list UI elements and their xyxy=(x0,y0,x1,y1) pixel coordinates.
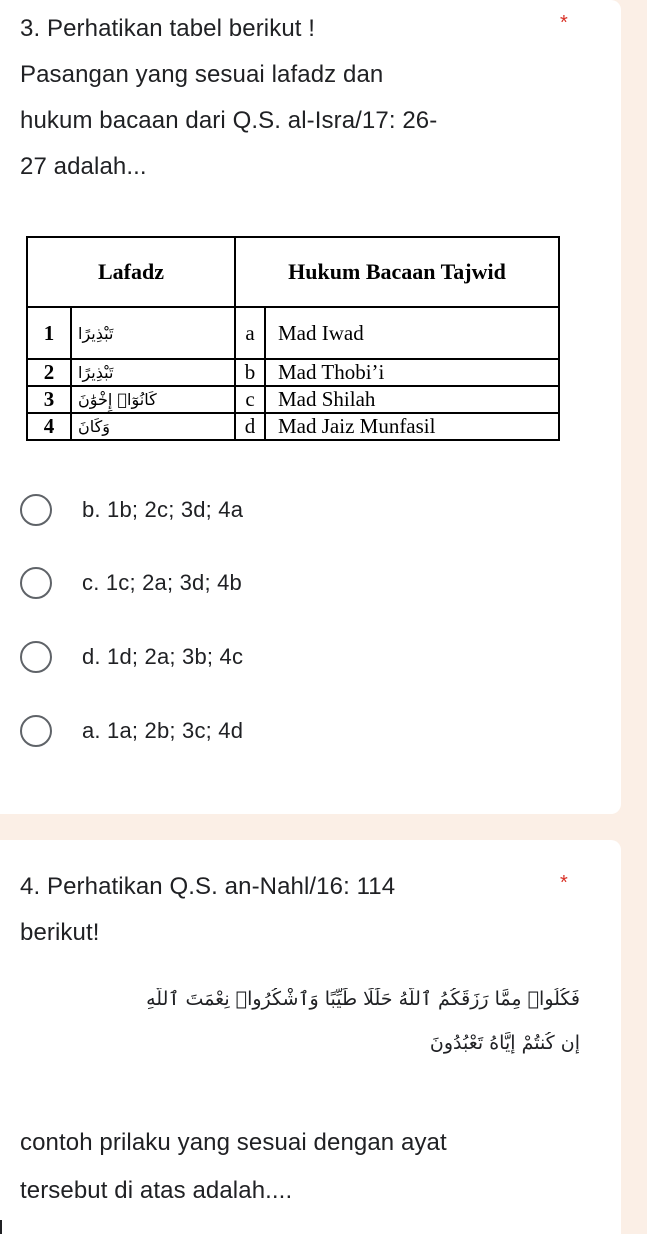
row-lafadz: كَانُوٓا۟ إِخْوَٰنَ xyxy=(71,386,235,413)
row-letter: b xyxy=(235,359,265,386)
row-letter: c xyxy=(235,386,265,413)
row-hukum: Mad Jaiz Munfasil xyxy=(265,413,559,440)
question-4-prompt-line-1: contoh prilaku yang sesuai dengan ayat xyxy=(20,1129,447,1156)
radio-button[interactable] xyxy=(20,641,52,673)
verse-arabic-line-2: إِن كُنتُمْ إِيَّاهُ تَعْبُدُونَ xyxy=(429,1032,580,1054)
required-asterisk: * xyxy=(560,872,568,894)
row-number: 4 xyxy=(27,413,71,440)
radio-button[interactable] xyxy=(20,567,52,599)
answer-option-b[interactable] xyxy=(20,490,243,530)
table-row xyxy=(27,307,559,359)
row-number: 1 xyxy=(27,307,71,359)
option-label: b. 1b; 2c; 3d; 4a xyxy=(82,497,244,522)
answer-option-a[interactable] xyxy=(20,711,243,751)
table-header-row xyxy=(27,237,559,307)
question-3-title-line-3: hukum bacaan dari Q.S. al-Isra/17: 26- xyxy=(20,107,438,134)
row-lafadz: تَبْذِيرًا xyxy=(71,307,235,359)
question-3-title-line-1: 3. Perhatikan tabel berikut ! xyxy=(20,15,316,42)
table-row xyxy=(27,359,559,386)
answer-option-d[interactable] xyxy=(20,637,243,677)
row-number: 3 xyxy=(27,386,71,413)
table-header-lafadz: Lafadz xyxy=(27,237,235,307)
question-4-title-line-2: berikut! xyxy=(20,919,100,946)
question-3-title-line-4: 27 adalah... xyxy=(20,153,147,180)
table-header-hukum: Hukum Bacaan Tajwid xyxy=(235,237,559,307)
required-asterisk: * xyxy=(560,12,568,34)
question-4-title-line-1: 4. Perhatikan Q.S. an-Nahl/16: 114 xyxy=(20,873,396,900)
option-label: d. 1d; 2a; 3b; 4c xyxy=(82,644,244,669)
option-label: c. 1c; 2a; 3d; 4b xyxy=(82,570,242,595)
table-row xyxy=(27,413,559,440)
question-3-table-image xyxy=(26,236,560,441)
radio-button[interactable] xyxy=(20,494,52,526)
row-hukum: Mad Thobi’i xyxy=(265,359,559,386)
text-cursor xyxy=(0,1220,2,1234)
row-hukum: Mad Iwad xyxy=(265,307,559,359)
question-4-prompt-line-2: tersebut di atas adalah.... xyxy=(20,1177,293,1204)
row-lafadz: وَكَانَ xyxy=(71,413,235,440)
answer-option-c[interactable] xyxy=(20,563,242,603)
verse-arabic-line-1: فَكُلُوا۟ مِمَّا رَزَقَكُمُ ٱللَّهُ حَلَٰلًا طَيِّبًا وَٱشْكُرُوا۟ نِعْمَتَ ٱللَّهِ xyxy=(146,988,580,1010)
option-label: a. 1a; 2b; 3c; 4d xyxy=(82,718,244,743)
table-row xyxy=(27,386,559,413)
row-lafadz: تَبْذِيرًا xyxy=(71,359,235,386)
question-card-4 xyxy=(0,840,621,1234)
row-letter: a xyxy=(235,307,265,359)
radio-button[interactable] xyxy=(20,715,52,747)
question-3-title-line-2: Pasangan yang sesuai lafadz dan xyxy=(20,61,384,88)
row-letter: d xyxy=(235,413,265,440)
row-number: 2 xyxy=(27,359,71,386)
row-hukum: Mad Shilah xyxy=(265,386,559,413)
